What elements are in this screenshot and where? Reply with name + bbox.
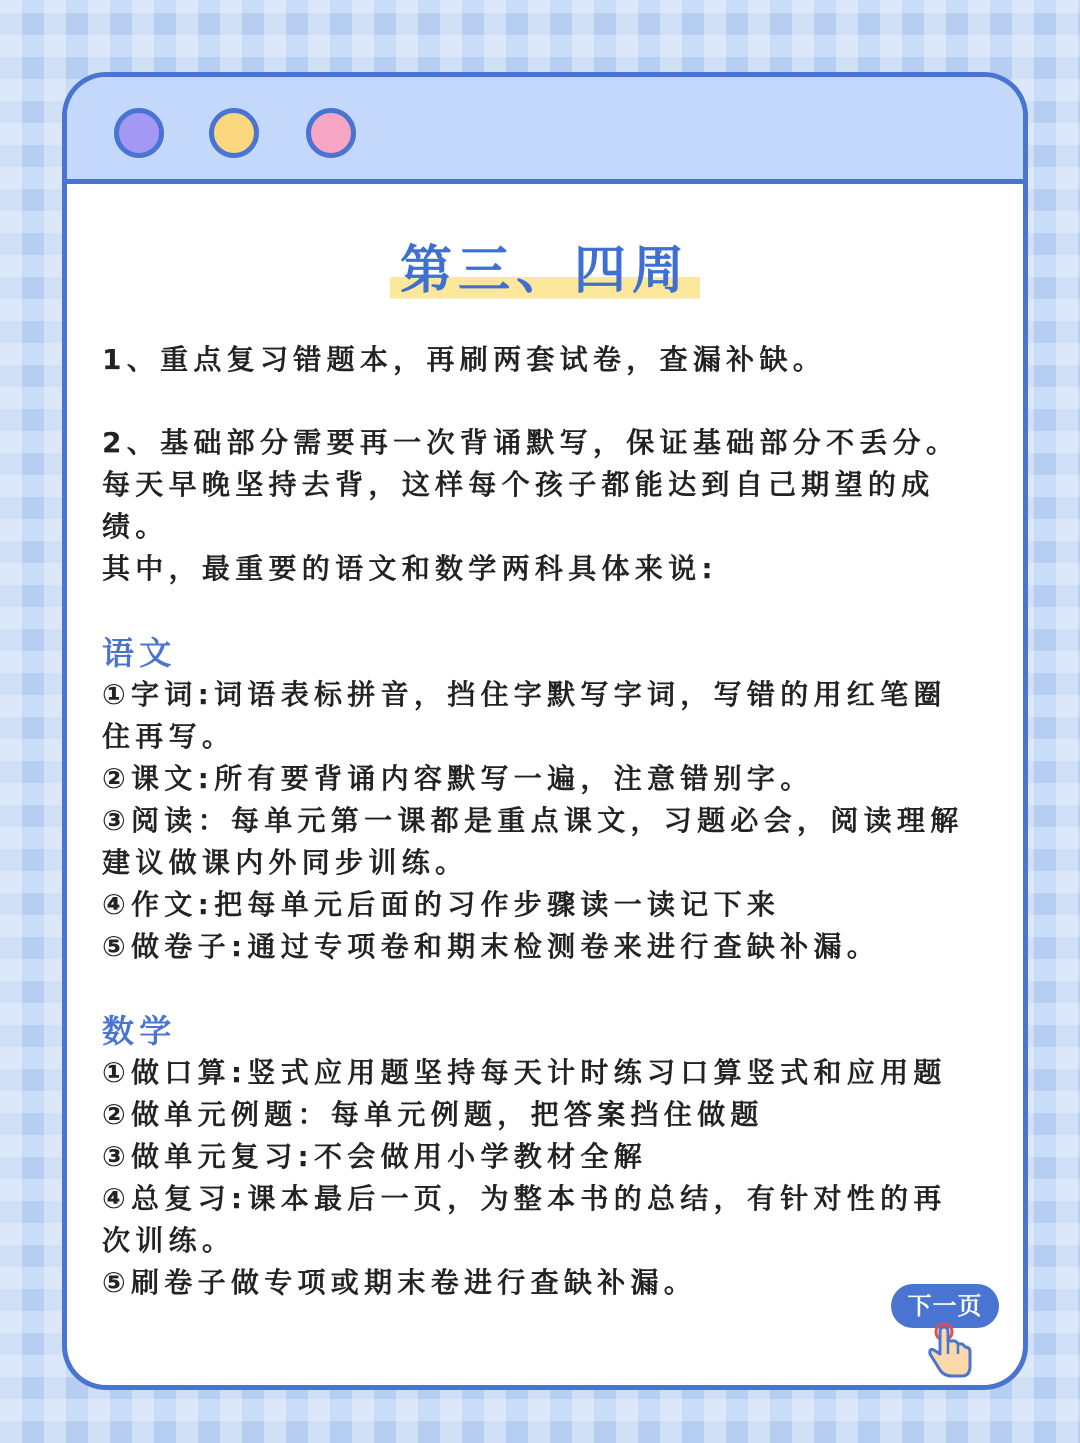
- chinese-item-5: ⑤做卷子:通过专项卷和期末检测卷来进行查缺补漏。: [102, 930, 881, 963]
- intro-summary: 其中，最重要的语文和数学两科具体来说:: [102, 552, 718, 585]
- window-header: [67, 77, 1023, 184]
- intro-item-1: 1、重点复习错题本，再刷两套试卷，查漏补缺。: [102, 343, 827, 376]
- pink-dot-icon: [306, 108, 356, 158]
- math-item-5: ⑤刷卷子做专项或期末卷进行查缺补漏。: [102, 1266, 698, 1299]
- chinese-heading: 语文: [102, 634, 177, 672]
- content-body: [102, 339, 972, 1304]
- chinese-item-3: ③阅读：每单元第一课都是重点课文，习题必会，阅读理解建议做课内外同步训练。: [102, 804, 964, 879]
- chinese-item-2: ②课文:所有要背诵内容默写一遍，注意错别字。: [102, 762, 814, 795]
- page-title: 第三、四周: [390, 235, 700, 307]
- chinese-item-4: ④作文:把每单元后面的习作步骤读一读记下来: [102, 888, 781, 921]
- yellow-dot-icon: [209, 108, 259, 158]
- next-page-button[interactable]: 下一页: [891, 1284, 999, 1328]
- math-heading: 数学: [102, 1012, 177, 1050]
- chinese-item-1: ①字词:词语表标拼音，挡住字默写字词，写错的用红笔圈住再写。: [102, 678, 947, 753]
- intro-item-2: 2、基础部分需要再一次背诵默写，保证基础部分不丢分。每天早晚坚持去背，这样每个孩子都能达到自己期望的成绩。: [102, 426, 960, 543]
- math-item-3: ③做单元复习:不会做用小学教材全解: [102, 1140, 648, 1173]
- math-item-1: ①做口算:竖式应用题坚持每天计时练习口算竖式和应用题: [102, 1056, 947, 1089]
- math-item-4: ④总复习:课本最后一页，为整本书的总结，有针对性的再次训练。: [102, 1182, 947, 1257]
- math-item-2: ②做单元例题：每单元例题，把答案挡住做题: [102, 1098, 764, 1131]
- pointing-hand-icon: [920, 1318, 980, 1380]
- note-card: [62, 72, 1028, 1390]
- purple-dot-icon: [114, 108, 164, 158]
- title-container: [67, 235, 1023, 307]
